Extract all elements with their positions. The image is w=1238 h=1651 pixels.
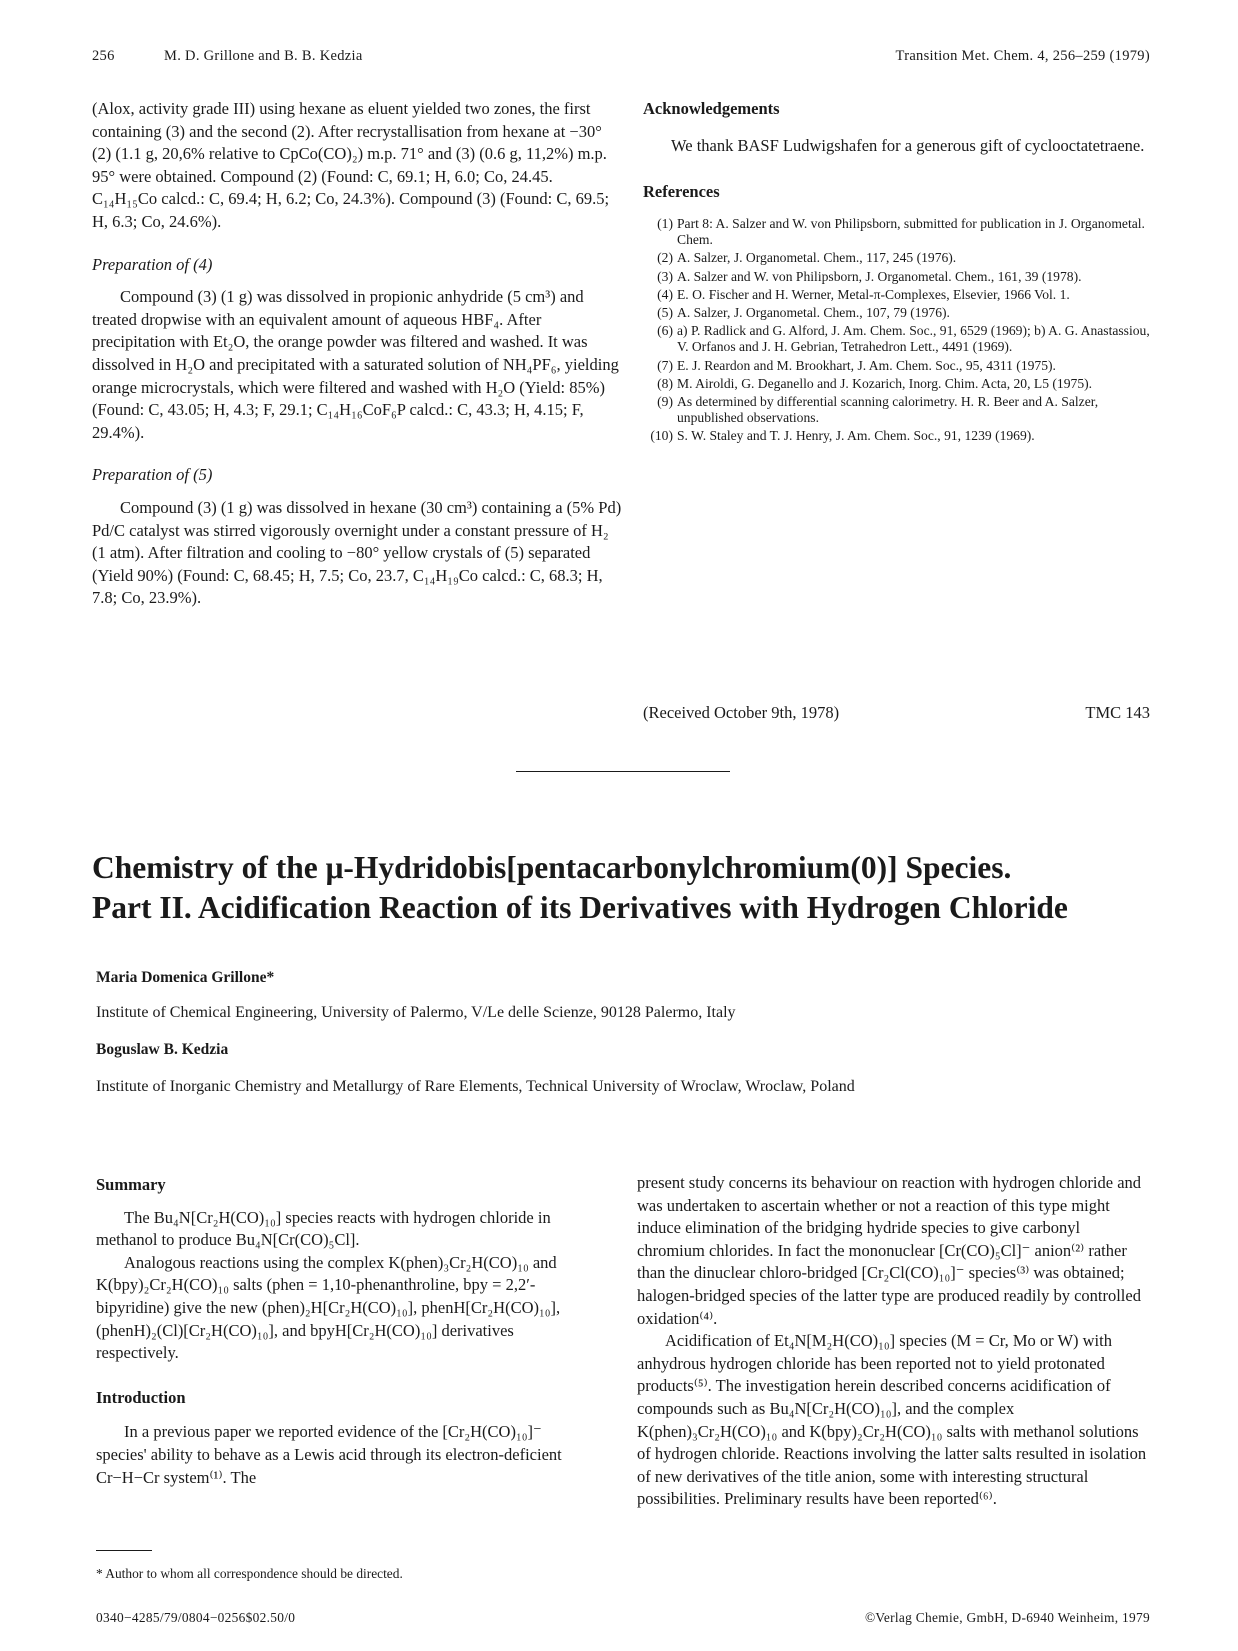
- reference-item: (8) M. Airoldi, G. Deganello and J. Kozarich, Inorg. Chim. Acta, 20, L5 (1975).: [657, 375, 1093, 391]
- article-title: [92, 848, 1202, 928]
- reference-item: (1) Part 8: A. Salzer and W. von Philipsborn, submitted for publication in J. Organometal. Chem.: [657, 215, 1145, 248]
- reference-item: (4) E. O. Fischer and H. Werner, Metal-π-Complexes, Elsevier, 1966 Vol. 1.: [657, 286, 1070, 302]
- summary-heading: Summary: [96, 1175, 166, 1194]
- running-journal: Transition Met. Chem. 4, 256–259 (1979): [895, 48, 1150, 64]
- received-date: (Received October 9th, 1978): [643, 703, 840, 722]
- prep5-text: Compound (3) (1 g) was dissolved in hexane (30 cm³) containing a (5% Pd) Pd/C catalyst was stirred vigorously overnight under a constant pressure of H₂ (1 atm). After filtration and cooling to −80° yellow crystals of (5) separated (Yield 90%) (Found: C, 68.45; H, 7.5; Co, 23.7, C₁₄H₁₉Co calcd.: C, 68.3; H, 7.8; Co, 23.9%).: [92, 497, 622, 608]
- author-1: Maria Domenica Grillone*: [96, 969, 275, 986]
- right-paragraph-2: Acidification of Et₄N[M₂H(CO)₁₀] species (M = Cr, Mo or W) with anhydrous hydrogen chloride has been reported not to yield protonated products⁽⁵⁾. The investigation herein described concerns acidification of compounds such as Bu₄N[Cr₂H(CO)₁₀], and the complex K(phen)₃Cr₂H(CO)₁₀ and K(bpy)₂Cr₂H(CO)₁₀ salts with methanol solutions of hydrogen chloride. Reactions involving the latter salts resulted in isolation of new derivatives of the title anion, some with interesting structural possibilities. Preliminary results have been reported⁽⁶⁾.: [637, 1331, 1147, 1509]
- author-2: Boguslaw B. Kedzia: [96, 1041, 229, 1058]
- reference-item: (3) A. Salzer and W. von Philipsborn, J. Organometal. Chem., 161, 39 (1978).: [657, 268, 1082, 284]
- reference-item: (7) E. J. Reardon and M. Brookhart, J. Am. Chem. Soc., 95, 4311 (1975).: [657, 357, 1056, 373]
- prev-right-column: [643, 98, 1151, 447]
- reference-item: (10) S. W. Staley and T. J. Henry, J. Am. Chem. Soc., 91, 1239 (1969).: [650, 428, 1035, 444]
- summary-paragraph-2: Analogous reactions using the complex K(phen)₃Cr₂H(CO)₁₀ and K(bpy)₂Cr₂H(CO)₁₀ salts (phen = 1,10-phenanthroline, bpy = 2,2′-bipyridine) give the new (phen)₂H[Cr₂H(CO)₁₀], phenH[Cr₂H(CO)₁₀], (phenH)₂(Cl)[Cr₂H(CO)₁₀], and bpyH[Cr₂H(CO)₁₀] derivatives respectively.: [96, 1252, 561, 1363]
- reference-item: (5) A. Salzer, J. Organometal. Chem., 107, 79 (1976).: [657, 304, 950, 320]
- prev-left-column: [92, 98, 622, 610]
- prev-intro-paragraph: (Alox, activity grade III) using hexane as eluent yielded two zones, the first containing (3) and the second (2). After recrystallisation from hexane at −30° (2) (1.1 g, 20,6% relative to CpCo(CO)₂) m.p. 71° and (3) (0.6 g, 11,2%) m.p. 95° were obtained. Compound (2) (Found: C, 69.1; H, 6.0; Co, 24.45. C₁₄H₁₅Co calcd.: C, 69.4; H, 6.2; Co, 24.3%). Compound (3) (Found: C, 69.5; H, 6.3; Co, 24.6%).: [92, 99, 610, 231]
- page-number: 256: [92, 48, 115, 64]
- tmc-number: TMC 143: [1085, 703, 1150, 722]
- prep4-heading: Preparation of (4): [92, 254, 213, 274]
- reference-item: (2) A. Salzer, J. Organometal. Chem., 117, 245 (1976).: [657, 250, 957, 266]
- reference-item: (9) As determined by differential scanning calorimetry. H. R. Beer and A. Salzer, unpublished observations.: [657, 393, 1099, 426]
- article-left-column: [96, 1174, 596, 1489]
- summary-paragraph-1: The Bu₄N[Cr₂H(CO)₁₀] species reacts with hydrogen chloride in methanol to produce Bu₄N[Cr(CO)₅Cl].: [96, 1207, 551, 1250]
- reference-item: (6) a) P. Radlick and G. Alford, J. Am. Chem. Soc., 91, 6529 (1969); b) A. G. Anastassiou, V. Orfanos and J. H. Gebrian, Tetrahedron Lett., 4491 (1969).: [657, 322, 1150, 355]
- affiliation-1: Institute of Chemical Engineering, University of Palermo, V/Le delle Scienze, 90128 Palermo, Italy: [96, 1004, 736, 1021]
- prep5-heading: Preparation of (5): [92, 465, 213, 485]
- right-paragraph-1: present study concerns its behaviour on reaction with hydrogen chloride and was undertaken to ascertain whether or not a reaction of this type might induce elimination of the bridging hydride species to give carbonyl chromium chlorides. In fact the mononuclear [Cr(CO)₅Cl]⁻ anion⁽²⁾ rather than the dinuclear chloro-bridged [Cr₂Cl(CO)₁₀]⁻ species⁽³⁾ was obtained; halogen-bridged species of the latter type are produced readily by controlled oxidation⁽⁴⁾.: [637, 1173, 1142, 1328]
- article-right-column: [637, 1172, 1152, 1511]
- introduction-paragraph-1: In a previous paper we reported evidence of the [Cr₂H(CO)₁₀]⁻ species' ability to behave as a Lewis acid through its electron-deficient Cr−H−Cr system⁽¹⁾. The: [96, 1422, 562, 1487]
- article-separator: [516, 771, 730, 772]
- references-heading: References: [643, 182, 720, 202]
- footer-copyright: ©Verlag Chemie, GmbH, D-6940 Weinheim, 1979: [864, 1610, 1150, 1625]
- prep4-text: Compound (3) (1 g) was dissolved in propionic anhydride (5 cm³) and treated dropwise with an equivalent amount of aqueous HBF₄. After precipitation with Et₂O, the orange powder was filtered and washed. It was dissolved in H₂O and precipitated with a saturated solution of NH₄PF₆, yielding orange microcrystals, which were filtered and washed with H₂O (Yield: 85%) (Found: C, 43.05; H, 4.3; F, 29.1; C₁₄H₁₆CoF₆P calcd.: C, 43.3; H, 4.15; F, 29.4%).: [92, 287, 619, 442]
- footnote: * Author to whom all correspondence should be directed.: [96, 1566, 403, 1581]
- title-line-1: Chemistry of the μ-Hydridobis[pentacarbonylchromium(0)] Species.: [92, 850, 1012, 885]
- introduction-heading: Introduction: [96, 1387, 186, 1407]
- ack-text: We thank BASF Ludwigshafen for a generous gift of cyclooctatetraene.: [671, 135, 1145, 155]
- footnote-rule: [96, 1550, 152, 1551]
- references-list: [643, 216, 1151, 445]
- affiliation-2: Institute of Inorganic Chemistry and Metallurgy of Rare Elements, Technical University of Wroclaw, Wroclaw, Poland: [96, 1078, 855, 1095]
- title-line-2: Part II. Acidification Reaction of its Derivatives with Hydrogen Chloride: [92, 890, 1068, 925]
- ack-heading: Acknowledgements: [643, 99, 780, 118]
- running-authors: M. D. Grillone and B. B. Kedzia: [164, 48, 363, 64]
- footer-issn: 0340−4285/79/0804−0256$02.50/0: [96, 1610, 296, 1625]
